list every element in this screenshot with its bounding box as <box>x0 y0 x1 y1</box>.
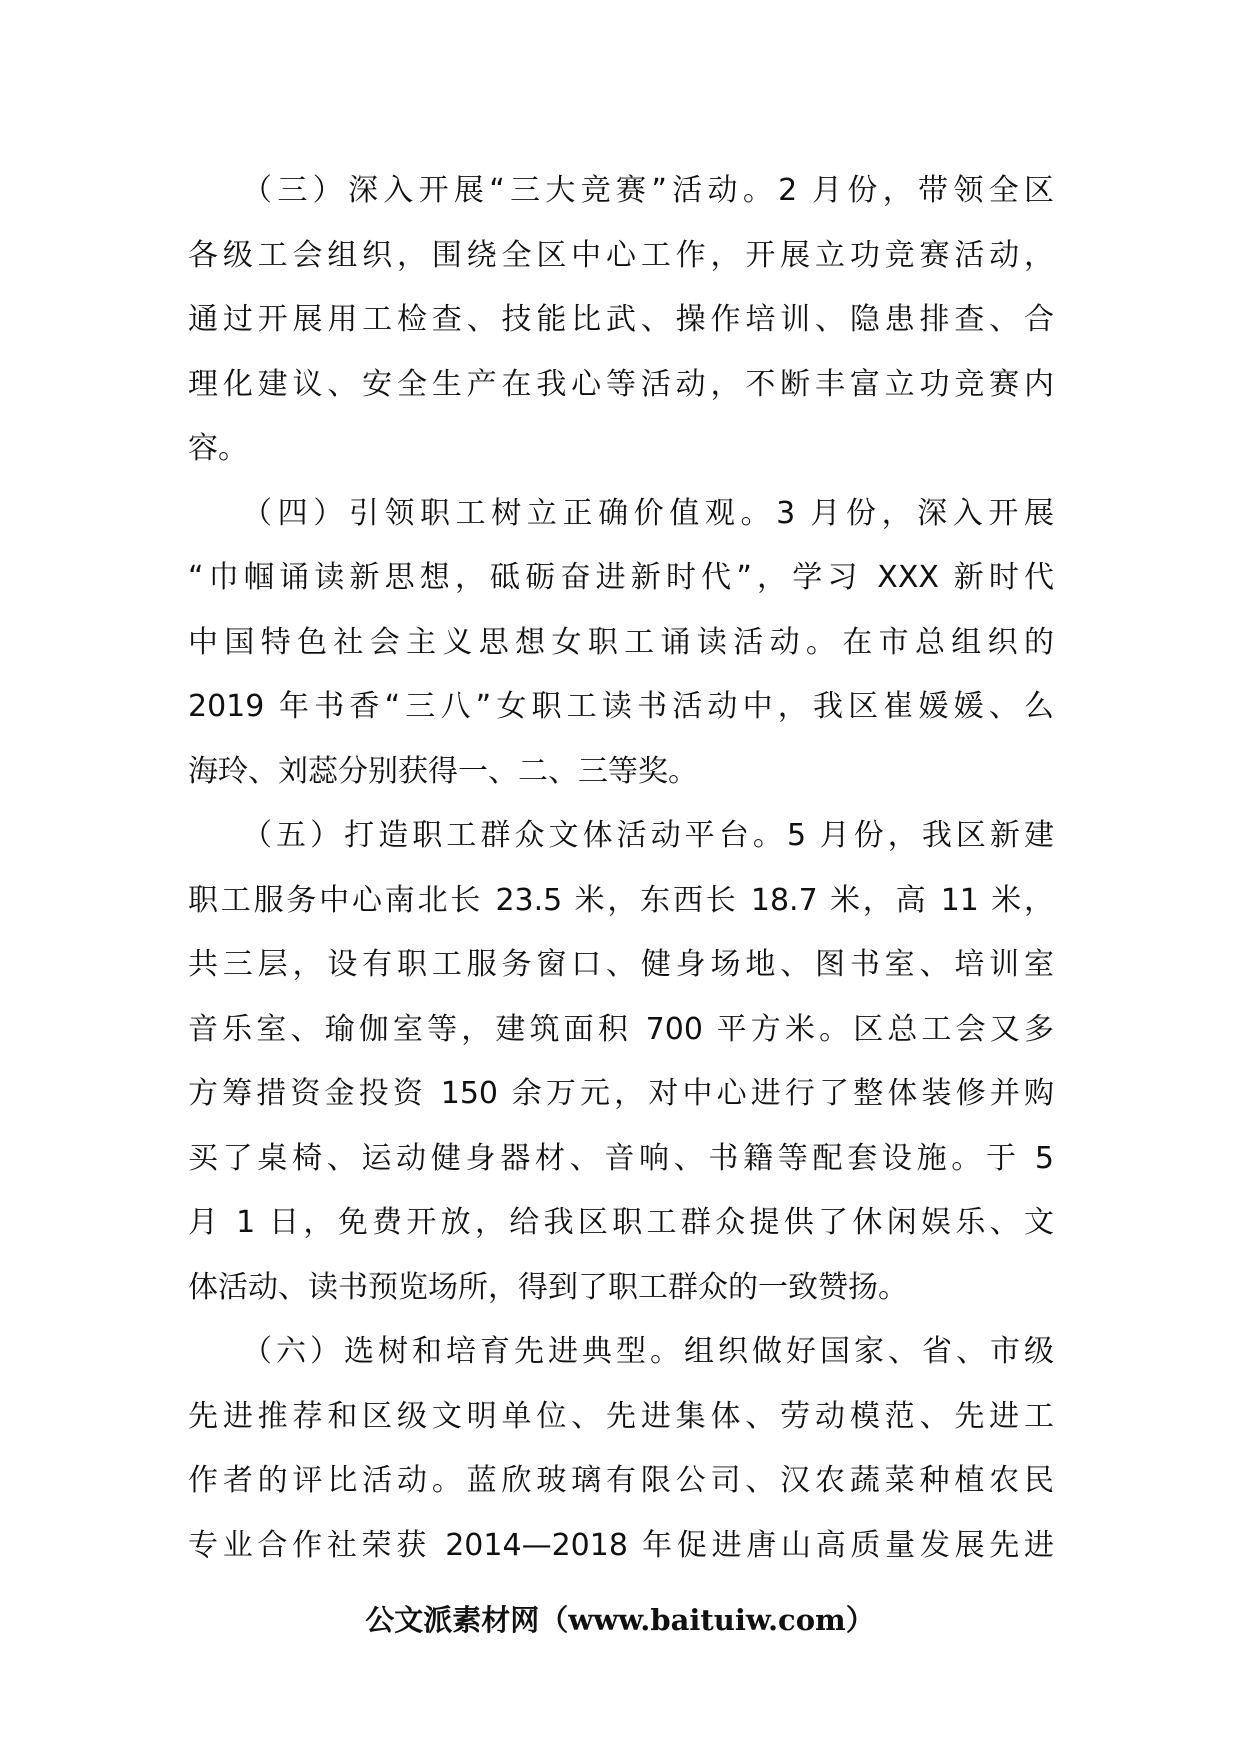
paragraph-line: 理化建议、安全生产在我心等活动，不断丰富立功竞赛内 <box>188 366 1054 402</box>
paragraph-line: 买了桌椅、运动健身器材、音响、书籍等配套设施。于 5 <box>188 1140 1054 1176</box>
paragraph-line: 通过开展用工检查、技能比武、操作培训、隐患排查、合 <box>188 302 1054 337</box>
document-body <box>188 159 1054 1578</box>
paragraph-line: 中国特色社会主义思想女职工诵读活动。在市总组织的 <box>188 624 1054 660</box>
paragraph-line: 体活动、读书预览场所，得到了职工群众的一致赞扬。 <box>188 1269 908 1305</box>
paragraph-line: 海玲、刘蕊分别获得一、二、三等奖。 <box>188 753 698 789</box>
paragraph-line: 月 1 日，免费开放，给我区职工群众提供了休闲娱乐、文 <box>188 1205 1054 1240</box>
paragraph-line: 职工服务中心南北长 23.5 米，东西长 18.7 米，高 11 米， <box>188 882 1054 918</box>
page-footer-watermark: 公文派素材网（www.baituiw.com） <box>365 1603 875 1637</box>
paragraph-line: （四）引领职工树立正确价值观。3 月份，深入开展 <box>242 495 1054 531</box>
paragraph-line: 方筹措资金投资 150 余万元，对中心进行了整体装修并购 <box>188 1076 1054 1111</box>
paragraph-line: 专业合作社荣获 2014—2018 年促进唐山高质量发展先进 <box>188 1527 1054 1563</box>
paragraph-line: 作者的评比活动。蓝欣玻璃有限公司、汉农蔬菜种植农民 <box>188 1463 1054 1498</box>
paragraph-line: 共三层，设有职工服务窗口、健身场地、图书室、培训室 <box>188 947 1054 982</box>
paragraph-line: （五）打造职工群众文体活动平台。5 月份，我区新建 <box>242 818 1054 853</box>
paragraph-line: 先进推荐和区级文明单位、先进集体、劳动模范、先进工 <box>188 1398 1054 1434</box>
paragraph-line: 音乐室、瑜伽室等，建筑面积 700 平方米。区总工会又多 <box>188 1011 1054 1047</box>
paragraph-line: 2019 年书香“三八”女职工读书活动中，我区崔媛媛、么 <box>188 689 1054 724</box>
paragraph-line: 容。 <box>188 431 248 466</box>
paragraph-line: （三）深入开展“三大竞赛”活动。2 月份，带领全区 <box>242 173 1054 208</box>
paragraph-line: “巾帼诵读新思想，砥砺奋进新时代”，学习 XXX 新时代 <box>188 560 1054 595</box>
paragraph-line: 各级工会组织，围绕全区中心工作，开展立功竞赛活动， <box>188 237 1054 273</box>
paragraph-line: （六）选树和培育先进典型。组织做好国家、省、市级 <box>242 1334 1054 1369</box>
